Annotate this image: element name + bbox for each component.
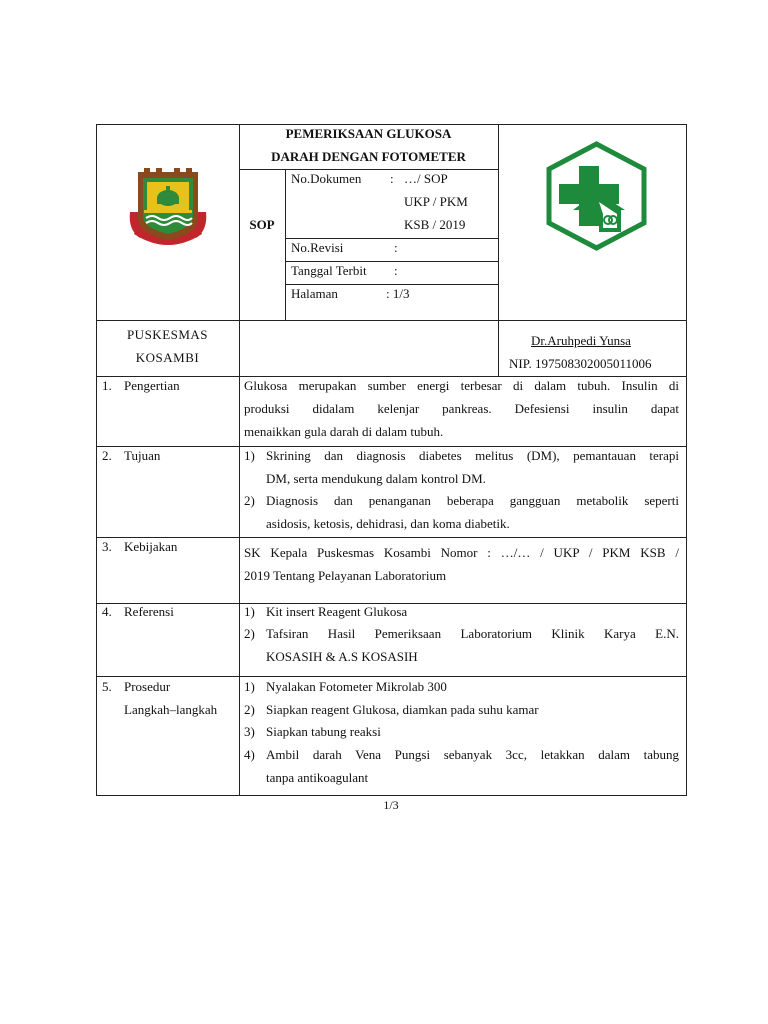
list-item-line: tanpa antikoagulant [266,770,369,785]
section-text-line: Glukosa merupakan sumber energi terbesar di dalam tubuh. Insulin di [244,378,679,393]
list-item-line: Nyalakan Fotometer Mikrolab 300 [266,679,447,694]
section-title: Pengertian [124,378,180,393]
section-text-line: SK Kepala Puskesmas Kosambi Nomor : …/… / UKP / PKM KSB / [244,545,679,560]
table-border-left [96,124,97,796]
section-number: 2. [102,448,112,463]
section-text-line: 2019 Tentang Pelayanan Laboratorium [244,568,447,583]
list-item-line: Skrining dan diagnosis diabetes melitus (DM), pemantauan terapi [266,448,679,463]
section-text-line: menaikkan gula darah di dalam tubuh. [244,424,444,439]
list-item-line: DM, serta mendukung dalam kontrol DM. [266,471,486,486]
list-marker: 2) [244,493,255,508]
list-item-line: Kit insert Reagent Glukosa [266,604,408,619]
signer-name: Dr.Aruhpedi Yunsa [531,333,631,348]
list-item-line: KOSASIH & A.S KOSASIH [266,649,418,664]
list-marker: 1) [244,604,255,619]
puskesmas-logo [543,140,650,252]
list-item-line: Ambil darah Vena Pungsi sebanyak 3cc, letakkan dalam tabung [266,747,679,762]
list-item-line: Diagnosis dan penanganan beberapa gangguan metabolik seperti [266,493,679,508]
list-marker: 2) [244,626,255,641]
section-title: Referensi [124,604,174,619]
regional-emblem-logo [124,160,212,260]
list-marker: 3) [244,724,255,739]
page-number: 1/3 [383,798,399,812]
doc-number-value-2: UKP / PKM [404,194,468,209]
sop-label: SOP [249,217,275,232]
revisi-colon: : [394,240,398,255]
terbit-label: Tanggal Terbit [291,263,367,278]
section-number: 5. [102,679,112,694]
section-title: Prosedur [124,679,171,694]
header-right-divider [498,124,499,376]
section-title: Kebijakan [124,539,178,554]
document-title-line1: PEMERIKSAAN GLUKOSA [285,126,452,141]
org-name-line2: KOSAMBI [135,350,200,365]
document-title-line2: DARAH DENGAN FOTOMETER [271,149,466,164]
section-number: 3. [102,539,112,554]
section-text-line: produksi didalam kelenjar pankreas. Defesiensi insulin dapat [244,401,679,416]
list-item-line: Tafsiran Hasil Pemeriksaan Laboratorium Klinik Karya E.N. [266,626,679,641]
terbit-colon: : [394,263,398,278]
list-marker: 2) [244,702,255,717]
doc-number-value-1: …/ SOP [404,171,448,186]
list-marker: 1) [244,679,255,694]
header-row-divider [96,320,686,321]
list-marker: 1) [244,448,255,463]
doc-number-label: No.Dokumen [291,171,362,186]
doc-number-value-3: KSB / 2019 [404,217,466,232]
halaman-value: : 1/3 [386,286,410,301]
org-name-line1: PUSKESMAS [126,327,209,342]
halaman-label: Halaman [291,286,338,301]
list-item-line: asidosis, ketosis, dehidrasi, dan koma diabetik. [266,516,510,531]
signer-nip: NIP. 197508302005011006 [509,356,652,371]
table-border-right [686,124,687,796]
doc-number-colon: : [390,171,394,186]
list-item-line: Siapkan reagent Glukosa, diamkan pada suhu kamar [266,702,539,717]
list-marker: 4) [244,747,255,762]
sop-col-divider [285,169,286,320]
list-item-line: Siapkan tabung reaksi [266,724,381,739]
section3-top [96,537,686,538]
section-title-line2: Langkah–langkah [124,702,218,717]
section-title: Tujuan [124,448,161,463]
section-number: 4. [102,604,112,619]
title-row-divider [239,169,498,170]
revisi-label: No.Revisi [291,240,344,255]
section-number: 1. [102,378,112,393]
